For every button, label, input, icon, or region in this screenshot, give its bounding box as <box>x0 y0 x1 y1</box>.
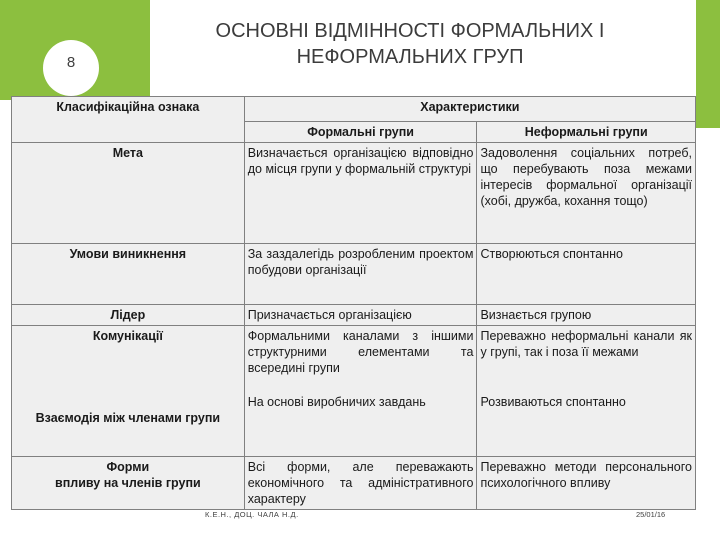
row-label: Комунікації <box>92 329 163 343</box>
informal-cell: Переважно методи персонального психологічного впливу <box>477 457 696 510</box>
informal-cell: Створюються спонтанно <box>477 244 696 305</box>
table-row <box>12 457 696 510</box>
informal-cell: Переважно неформальні канали як у групі, так і поза її межами <box>480 329 692 359</box>
row-label: Умови виникнення <box>12 244 245 305</box>
row-label-line1: Форми <box>106 460 150 474</box>
header-classification: Класифікаційна ознака <box>12 97 245 143</box>
table-row <box>12 305 696 326</box>
footer-date: 25/01/16 <box>636 510 666 519</box>
formal-cell-combined <box>244 326 477 457</box>
slide-title-line1: ОСНОВНІ ВІДМІННОСТІ ФОРМАЛЬНИХ І <box>215 20 605 42</box>
header-informal-groups: Неформальні групи <box>477 122 696 143</box>
cell-spacer <box>480 360 692 394</box>
slide-title-line2: НЕФОРМАЛЬНИХ ГРУП <box>296 46 524 68</box>
table-header-row <box>12 97 696 122</box>
row-label: Мета <box>12 143 245 244</box>
row-label <box>12 457 245 510</box>
table-row <box>12 143 696 244</box>
header-formal-groups: Формальні групи <box>244 122 477 143</box>
formal-cell: Формальними каналами з іншими структурними елементами та всередині групи <box>247 329 474 375</box>
formal-cell: За заздалегідь розробленим проектом побудови організації <box>244 244 477 305</box>
row-label-line2: впливу на членів групи <box>55 476 201 490</box>
footer-author: К.Е.Н., ДОЦ. ЧАЛА Н.Д. <box>205 510 299 519</box>
informal-cell: Задоволення соціальних потреб, що перебувають поза межами інтересів формальної організації (хобі, дружба, кохання тощо) <box>477 143 696 244</box>
header-characteristics: Характеристики <box>244 97 695 122</box>
informal-cell: Визнається групою <box>477 305 696 326</box>
row-label: Взаємодія між членами групи <box>35 411 221 425</box>
formal-cell: Всі форми, але переважають економічного та адміністративного характеру <box>244 457 477 510</box>
table-row <box>12 244 696 305</box>
table-row <box>12 326 696 457</box>
cell-spacer <box>15 344 241 410</box>
formal-cell: Визначається організацією відповідно до місця групи у формальній структурі <box>244 143 477 244</box>
slide-number: 8 <box>66 54 76 71</box>
comparison-table-wrapper <box>11 96 696 510</box>
slide-title <box>160 18 660 70</box>
cell-spacer <box>248 376 474 394</box>
green-side-strip <box>696 0 720 128</box>
formal-cell: На основі виробничих завдань <box>247 395 426 409</box>
comparison-table <box>11 96 696 510</box>
informal-cell-combined <box>477 326 696 457</box>
row-label-combined <box>12 326 245 457</box>
row-label: Лідер <box>12 305 245 326</box>
formal-cell: Призначається організацією <box>244 305 477 326</box>
informal-cell: Розвиваються спонтанно <box>480 395 626 409</box>
